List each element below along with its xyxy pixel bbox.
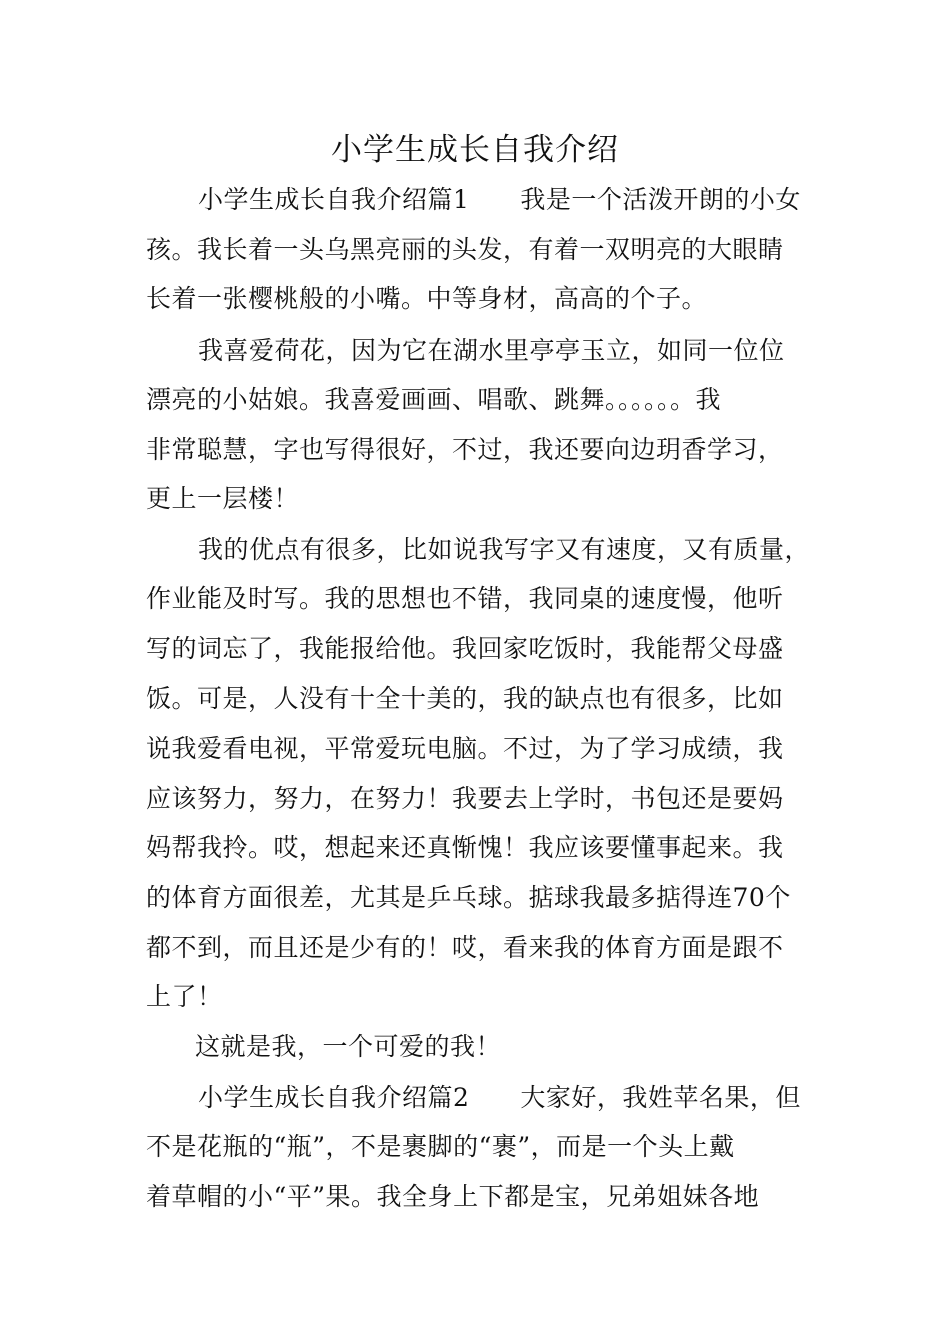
text-line: 更上一层楼！ [146, 484, 300, 513]
text-line: 我喜爱荷花，因为它在湖水里亭亭玉立，如同一位位 [198, 336, 785, 365]
text-line: 漂亮的小姑娘。我喜爱画画、唱歌、跳舞。。。。。。我 [146, 385, 722, 414]
text-line: 小学生成长自我介绍篇2 大家好，我姓苹名果，但 [198, 1083, 801, 1112]
text-line: 非常聪慧，字也写得很好，不过，我还要向边玥香学习， [146, 435, 784, 464]
text-line: 的体育方面很差，尤其是乒乓球。掂球我最多掂得连70个 [146, 883, 791, 912]
text-line: 不是花瓶的“瓶”，不是裹脚的“裹”，而是一个头上戴 [146, 1132, 735, 1161]
document-title: 小学生成长自我介绍 [331, 132, 619, 168]
text-line: 这就是我，一个可爱的我！ [195, 1032, 502, 1061]
text-line: 我的优点有很多，比如说我写字又有速度，又有质量， [198, 535, 811, 564]
text-line: 长着一张樱桃般的小嘴。中等身材，高高的个子。 [146, 284, 708, 313]
text-line: 妈帮我拎。哎，想起来还真惭愧！我应该要懂事起来。我 [146, 833, 784, 862]
text-line: 写的词忘了，我能报给他。我回家吃饭时，我能帮父母盛 [146, 634, 784, 663]
text-line: 说我爱看电视，平常爱玩电脑。不过，为了学习成绩，我 [146, 734, 784, 763]
text-line: 小学生成长自我介绍篇1 我是一个活泼开朗的小女 [198, 185, 801, 214]
text-line: 饭。可是，人没有十全十美的，我的缺点也有很多，比如 [146, 684, 784, 713]
text-line: 作业能及时写。我的思想也不错，我同桌的速度慢，他听 [146, 584, 784, 613]
text-line: 应该努力，努力，在努力！我要去上学时，书包还是要妈 [146, 784, 784, 813]
text-line: 都不到，而且还是少有的！哎，看来我的体育方面是跟不 [146, 933, 784, 962]
text-line: 上了！ [146, 982, 223, 1011]
text-line: 着草帽的小“平”果。我全身上下都是宝，兄弟姐妹各地 [146, 1182, 760, 1211]
text-line: 孩。我长着一头乌黑亮丽的头发，有着一双明亮的大眼睛 [146, 235, 784, 264]
